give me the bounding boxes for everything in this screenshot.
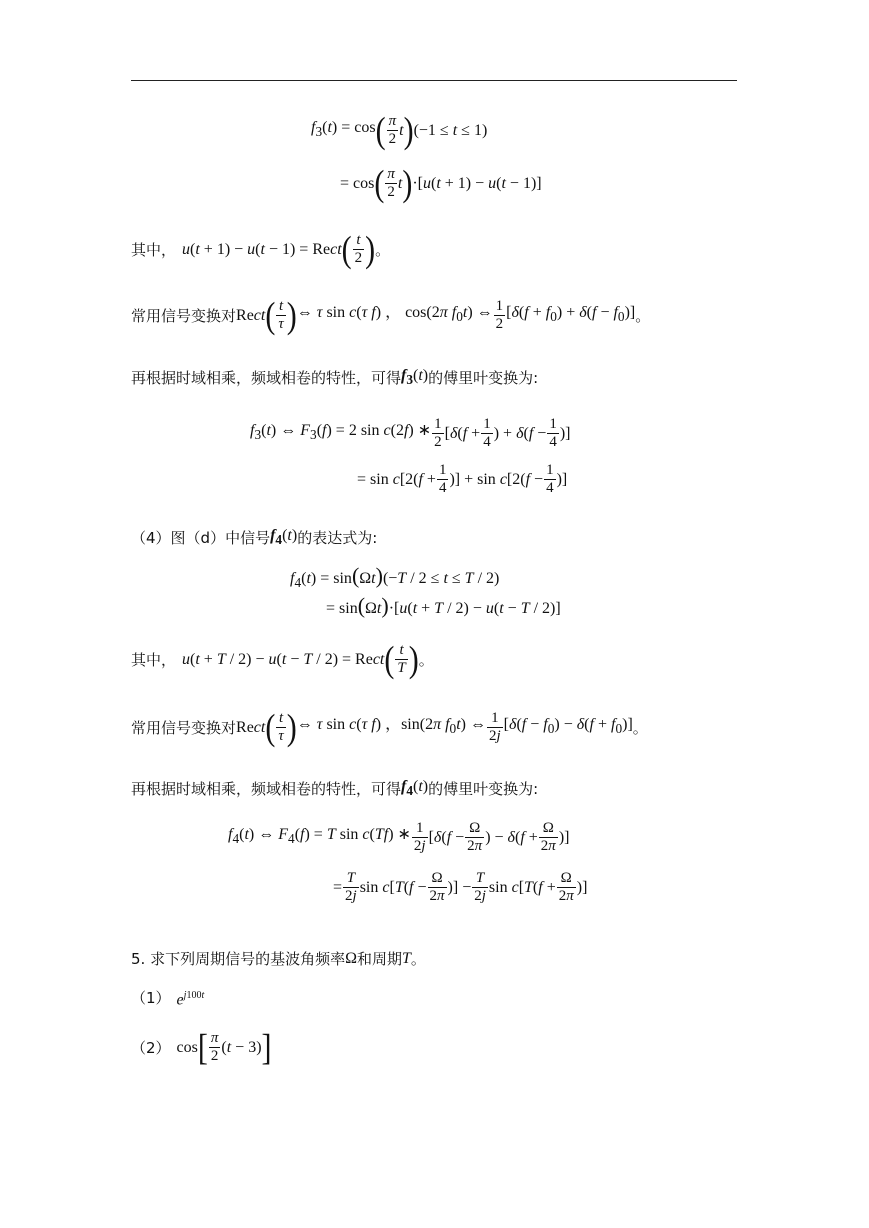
F3-equation-line-2: = sin c[2(f + $\frac{1}{4}$ )] + sin c[2(f − $\frac{1}{4}$ )] (357, 462, 568, 496)
f3-equation-line-1: $f_3(t) = \cos$ ( $\frac{\pi}{2}$ t ) (−1 ≤ t ≤ 1) (311, 109, 488, 151)
f3-equation-line-2: = cos ( $\frac{\pi}{2}$ t ) ·[u(t + 1) − u(t − 1)] (340, 162, 542, 204)
f3-fourier-intro: 再根据时域相乘，频域相卷的特性，可得 $f_3(t)$ 的傅里叶变换为: (131, 367, 539, 388)
question-5-item-2: （2） cos [ $\frac{\pi}{2}$ (t − 3) ] (131, 1026, 272, 1068)
F4-equation-line-1: $f_4(t)$ ⇔ $F_4(f) = T$ sin c(Tf) ∗ $\frac{1}{2j}$ [δ(f − $\frac{\Omega}{2\pi}$ ) − δ(f + $\frac{\Omega}{2\pi}$ )] (228, 820, 570, 854)
question-5: 5. 求下列周期信号的基波角频率 Ω 和周期 T 。 (131, 950, 426, 968)
where-clause-2: 其中， u(t + T / 2) − u(t − T / 2) = Rect ( $\frac{t}{T}$ ) 。 (131, 638, 434, 680)
f4-equation-line-2: = sin(Ωt)·[u(t + T / 2) − u(t − T / 2)] (326, 593, 561, 618)
f4-fourier-intro: 再根据时域相乘，频域相卷的特性，可得 $f_4(t)$ 的傅里叶变换为: (131, 778, 539, 799)
header-rule (131, 80, 737, 81)
question-5-item-1: （1） $e^{j100t}$ (131, 989, 205, 1009)
transform-pair-sin: 常用信号变换对 Rect ( $\frac{t}{\tau}$ ) ⇔ τ sin c(τ f) ，sin(2π $f_0t$) ⇔ $\frac{1}{2j}$ $[\delta(f - f_0) - \delta(f + f_0)]$ 。 (131, 706, 648, 748)
item-4-intro: （4）图（d）中信号 $f_4(t)$ 的表达式为: (131, 527, 378, 548)
f4-equation-line-1: $f_4(t) = \sin(\Omega t)(-T / 2 \le t \le T / 2)$ (290, 563, 500, 591)
F4-equation-line-2: = $\frac{T}{2j}$ sin c[T(f − $\frac{\Omega}{2\pi}$ )] − $\frac{T}{2j}$ sin c[T(f + $\frac{\Omega}{2\pi}$ )] (333, 870, 588, 904)
where-clause-1: 其中， u(t + 1) − u(t − 1) = Rect ( $\frac{t}{2}$ ) 。 (131, 228, 391, 270)
F3-equation-line-1: $f_3(t)$ ⇔ $F_3(f) = 2$ sin c(2f) ∗ $\frac{1}{2}$ [δ(f + $\frac{1}{4}$ ) + δ(f − $\frac{1}{4}$ )] (250, 416, 571, 450)
transform-pair-cos: 常用信号变换对 Rect ( $\frac{t}{\tau}$ ) ⇔ τ sin c(τ f) ， cos(2π $f_0t$) ⇔ $\frac{1}{2}$ $[\delta(f + f_0) + \delta(f - f_0)]$ 。 (131, 294, 651, 336)
